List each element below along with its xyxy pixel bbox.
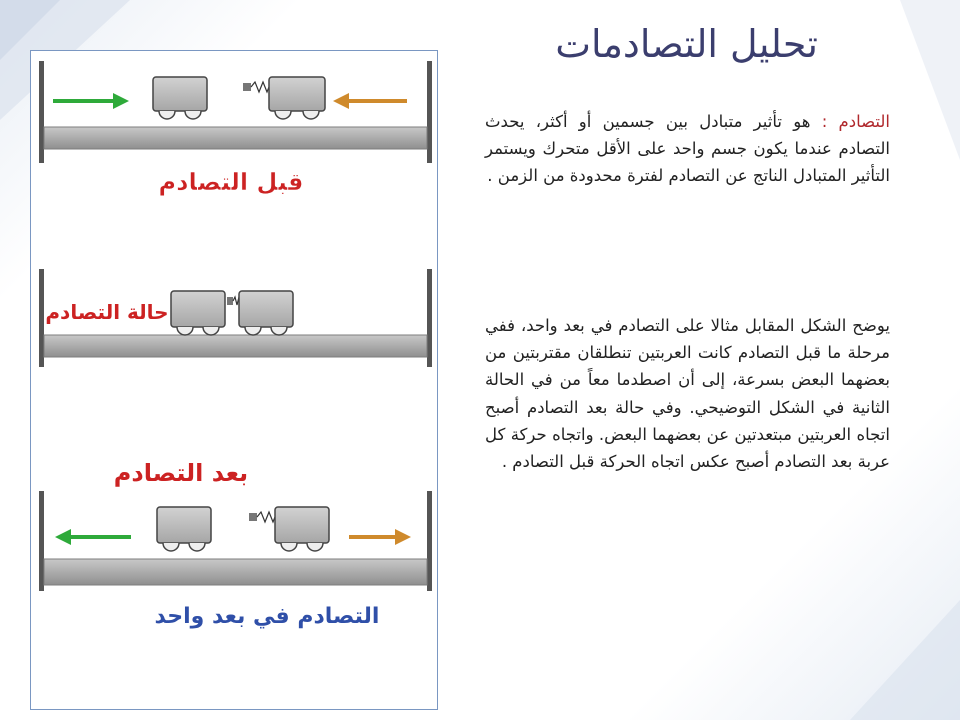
velocity-arrow-right: [349, 529, 411, 545]
slide-title: تحليل التصادمات: [555, 22, 818, 66]
definition-term: التصادم :: [821, 112, 891, 131]
figure-caption: التصادم في بعد واحد: [154, 604, 380, 629]
track: [44, 559, 427, 585]
track-wall-right: [427, 491, 432, 591]
track-wall-left: [39, 269, 44, 367]
label-during: حالة التصادم: [45, 300, 169, 324]
panel-before: [39, 61, 432, 196]
collision-figure: [30, 50, 438, 710]
cart-right: [243, 77, 325, 119]
velocity-arrow-right: [53, 93, 129, 109]
cart-right: [249, 507, 329, 551]
definition-text: هو تأثير متبادل بين جسمين أو أكثر، يحدث التصادم عندما يكون جسم واحد على الأقل متحرك ويستمر التأثير المتبادل الناتج عن التصادم لفترة محدودة من الزمن .: [485, 112, 890, 185]
cart-left: [171, 291, 225, 335]
track-wall-left: [39, 491, 44, 591]
track: [44, 127, 427, 149]
cart-left: [153, 77, 207, 119]
cart-right: [227, 291, 293, 335]
collision-diagram: [31, 51, 437, 709]
panel-during: [39, 269, 432, 367]
track-wall-right: [427, 269, 432, 367]
panel-after: [39, 459, 432, 591]
explanation-paragraph: يوضح الشكل المقابل مثالا على التصادم في بعد واحد، ففي مرحلة ما قبل التصادم كانت العربتين تنطلقان مقتربتين من بعضهما البعض بسرعة، إلى أن اصطدما معاً من في الحالة الثانية في الشكل التوضيحي. وفي حالة بعد التصادم أصبح اتجاه العربتين مبتعدتين عن بعضهما البعض. واتجاه حركة كل عربة بعد التصادم أصبح عكس اتجاه الحركة قبل التصادم .: [485, 316, 890, 472]
cart-left: [157, 507, 211, 551]
track: [44, 335, 427, 357]
definition-paragraph: [485, 108, 890, 189]
velocity-arrow-left: [55, 529, 131, 545]
track-wall-right: [427, 61, 432, 163]
label-before: قبل التصادم: [158, 168, 304, 196]
track-wall-left: [39, 61, 44, 163]
label-after: بعد التصادم: [113, 459, 249, 487]
velocity-arrow-left: [333, 93, 407, 109]
